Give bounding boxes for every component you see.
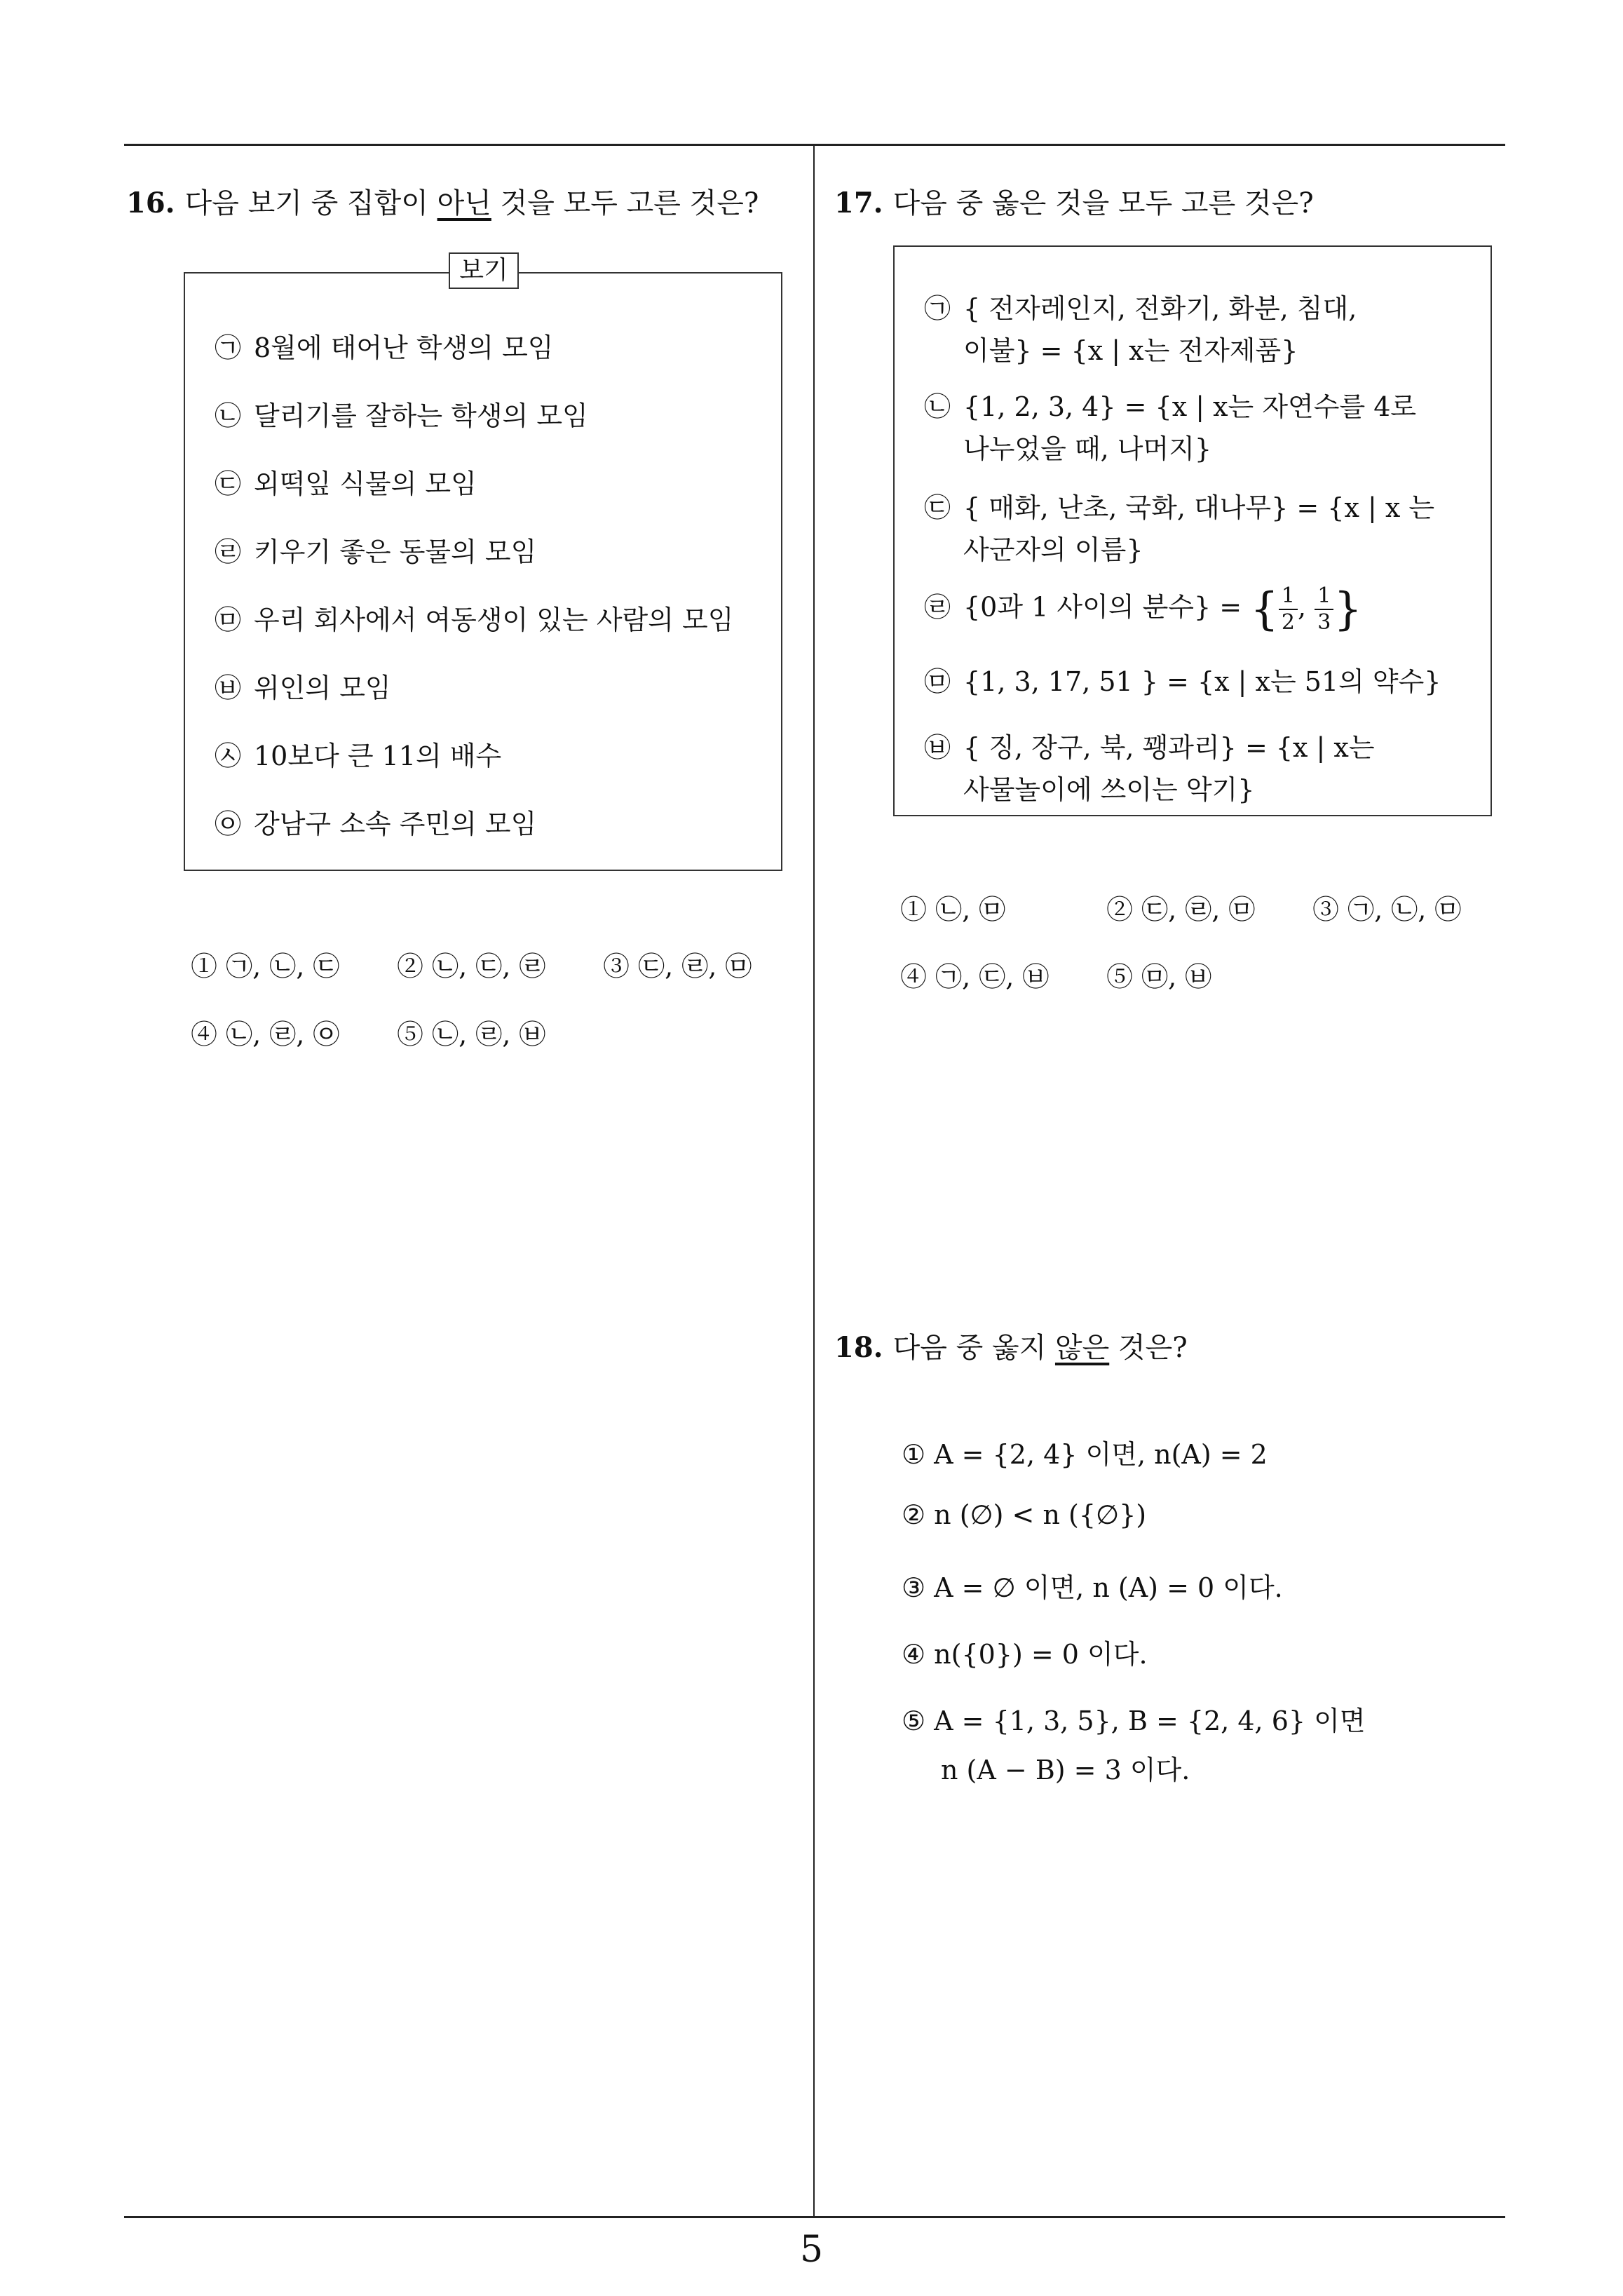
q17-choice-1[interactable]: ① ㉡, ㉤ bbox=[900, 894, 1006, 925]
q17-choice-5[interactable]: ⑤ ㉤, ㉥ bbox=[1106, 961, 1212, 992]
q17-item-3 bbox=[924, 487, 1434, 571]
question-18-text-before: 다음 중 옳지 bbox=[892, 1332, 1055, 1364]
question-16-title bbox=[126, 181, 759, 221]
q17-item-1-line2: 이불} = {x | x는 전자제품} bbox=[963, 335, 1298, 366]
q18-choice-2[interactable]: ② n (∅) < n ({∅}) bbox=[902, 1499, 1147, 1530]
q17-item-5 bbox=[924, 661, 1441, 703]
question-18-underlined: 않은 bbox=[1054, 1332, 1110, 1364]
q16-item-1-symbol: ㉠ bbox=[215, 332, 242, 363]
q17-choice-2[interactable]: ② ㉢, ㉣, ㉤ bbox=[1106, 894, 1256, 925]
q17-item-4-comma: , bbox=[1298, 591, 1315, 623]
column-divider bbox=[813, 146, 815, 2216]
bottom-rule bbox=[124, 2216, 1505, 2218]
question-18-text-after: 것은? bbox=[1109, 1332, 1188, 1364]
q17-item-2-symbol: ㉡ bbox=[924, 391, 951, 422]
question-16-number: 16. bbox=[126, 187, 175, 220]
question-16-box-label: 보기 bbox=[449, 252, 519, 289]
fraction-1-denominator: 2 bbox=[1281, 610, 1296, 635]
q17-choice-4[interactable]: ④ ㉠, ㉢, ㉥ bbox=[900, 961, 1050, 992]
q16-item-1-text: 8월에 태어난 학생의 모임 bbox=[254, 332, 554, 363]
q16-item-6-symbol: ㉥ bbox=[215, 673, 242, 703]
q16-item-2 bbox=[215, 395, 588, 437]
q16-item-4-text: 키우기 좋은 동물의 모임 bbox=[254, 536, 537, 567]
q17-item-2-line1: {1, 2, 3, 4} = {x | x는 자연수를 4로 bbox=[963, 391, 1417, 422]
q16-item-7-symbol: ㉦ bbox=[215, 741, 242, 771]
question-17-text: 다음 중 옳은 것을 모두 고른 것은? bbox=[892, 187, 1314, 220]
q16-item-3 bbox=[215, 463, 477, 505]
q17-item-6-line2: 사물놀이에 쓰이는 악기} bbox=[963, 774, 1255, 805]
q17-item-1 bbox=[924, 288, 1357, 372]
q18-choice-5-line2: n (A − B) = 3 이다. bbox=[941, 1755, 1190, 1785]
q16-item-1 bbox=[215, 327, 554, 369]
q17-item-6-symbol: ㉥ bbox=[924, 732, 951, 763]
q16-item-8 bbox=[215, 803, 536, 845]
q17-item-6-line1: { 징, 장구, 북, 꽹과리} = {x | x는 bbox=[963, 732, 1375, 763]
question-18-number: 18. bbox=[834, 1331, 883, 1364]
q18-choice-5[interactable]: ⑤ A = {1, 3, 5}, B = {2, 4, 6} 이면 bbox=[902, 1706, 1366, 1736]
q17-item-1-symbol: ㉠ bbox=[924, 293, 951, 324]
q17-item-5-symbol: ㉤ bbox=[924, 666, 951, 697]
question-16-underlined: 아닌 bbox=[437, 187, 491, 220]
q18-choice-4[interactable]: ④ n({0}) = 0 이다. bbox=[902, 1639, 1148, 1670]
q17-item-6 bbox=[924, 727, 1375, 811]
q17-item-2 bbox=[924, 386, 1416, 470]
q17-item-4 bbox=[924, 583, 1362, 635]
q16-item-6-text: 위인의 모임 bbox=[254, 673, 391, 703]
q16-item-7 bbox=[215, 735, 501, 777]
q17-item-4-fraction-2 bbox=[1315, 583, 1333, 635]
q16-item-6 bbox=[215, 667, 391, 709]
fraction-1-numerator: 1 bbox=[1279, 583, 1298, 610]
q17-item-4-brace-left: { bbox=[1250, 583, 1279, 635]
question-16-text-before: 다음 보기 중 집합이 bbox=[184, 187, 437, 220]
q16-choice-4[interactable]: ④ ㉡, ㉣, ㉧ bbox=[191, 1019, 340, 1050]
q16-item-3-text: 외떡잎 식물의 모임 bbox=[254, 468, 477, 499]
q17-item-4-symbol: ㉣ bbox=[924, 591, 951, 623]
q16-item-2-symbol: ㉡ bbox=[215, 400, 242, 431]
q17-item-5-line1: {1, 3, 17, 51 } = {x | x는 51의 약수} bbox=[963, 666, 1441, 697]
q16-item-5-symbol: ㉤ bbox=[215, 605, 242, 635]
q17-item-3-line2: 사군자의 이름} bbox=[963, 534, 1143, 565]
q17-item-4-fraction-1 bbox=[1279, 583, 1298, 635]
page-number: 5 bbox=[799, 2229, 824, 2271]
q16-item-4-symbol: ㉣ bbox=[215, 536, 242, 567]
q17-item-1-line1: { 전자레인지, 전화기, 화분, 침대, bbox=[963, 293, 1357, 324]
q18-choice-1[interactable]: ① A = {2, 4} 이면, n(A) = 2 bbox=[902, 1439, 1268, 1470]
fraction-2-denominator: 3 bbox=[1317, 610, 1331, 635]
question-17-title bbox=[834, 181, 1314, 221]
q16-item-2-text: 달리기를 잘하는 학생의 모임 bbox=[254, 400, 588, 431]
q16-choice-3[interactable]: ③ ㉢, ㉣, ㉤ bbox=[603, 951, 752, 982]
q16-choice-2[interactable]: ② ㉡, ㉢, ㉣ bbox=[397, 951, 546, 982]
q17-item-4-brace-right: } bbox=[1333, 583, 1362, 635]
q16-item-7-text: 10보다 큰 11의 배수 bbox=[254, 741, 502, 771]
q16-item-3-symbol: ㉢ bbox=[215, 468, 242, 499]
q16-item-4 bbox=[215, 531, 536, 573]
q16-choice-1[interactable]: ① ㉠, ㉡, ㉢ bbox=[191, 951, 340, 982]
q16-choice-5[interactable]: ⑤ ㉡, ㉣, ㉥ bbox=[397, 1019, 546, 1050]
fraction-2-numerator: 1 bbox=[1315, 583, 1333, 610]
question-16-text-after: 것을 모두 고른 것은? bbox=[491, 187, 759, 220]
q17-item-3-symbol: ㉢ bbox=[924, 492, 951, 523]
q16-item-5 bbox=[215, 599, 733, 641]
q18-choice-3[interactable]: ③ A = ∅ 이면, n (A) = 0 이다. bbox=[902, 1572, 1283, 1603]
q17-item-3-line1: { 매화, 난초, 국화, 대나무} = {x | x 는 bbox=[963, 492, 1435, 523]
question-18-title bbox=[834, 1325, 1188, 1365]
q16-item-5-text: 우리 회사에서 여동생이 있는 사람의 모임 bbox=[254, 605, 734, 635]
question-17-number: 17. bbox=[834, 187, 883, 220]
top-rule bbox=[124, 144, 1505, 146]
q17-item-4-text: {0과 1 사이의 분수} = bbox=[963, 591, 1251, 623]
q16-item-8-symbol: ㉧ bbox=[215, 809, 242, 839]
q17-item-2-line2: 나누었을 때, 나머지} bbox=[963, 433, 1212, 464]
q17-choice-3[interactable]: ③ ㉠, ㉡, ㉤ bbox=[1312, 894, 1462, 925]
q16-item-8-text: 강남구 소속 주민의 모임 bbox=[254, 809, 537, 839]
